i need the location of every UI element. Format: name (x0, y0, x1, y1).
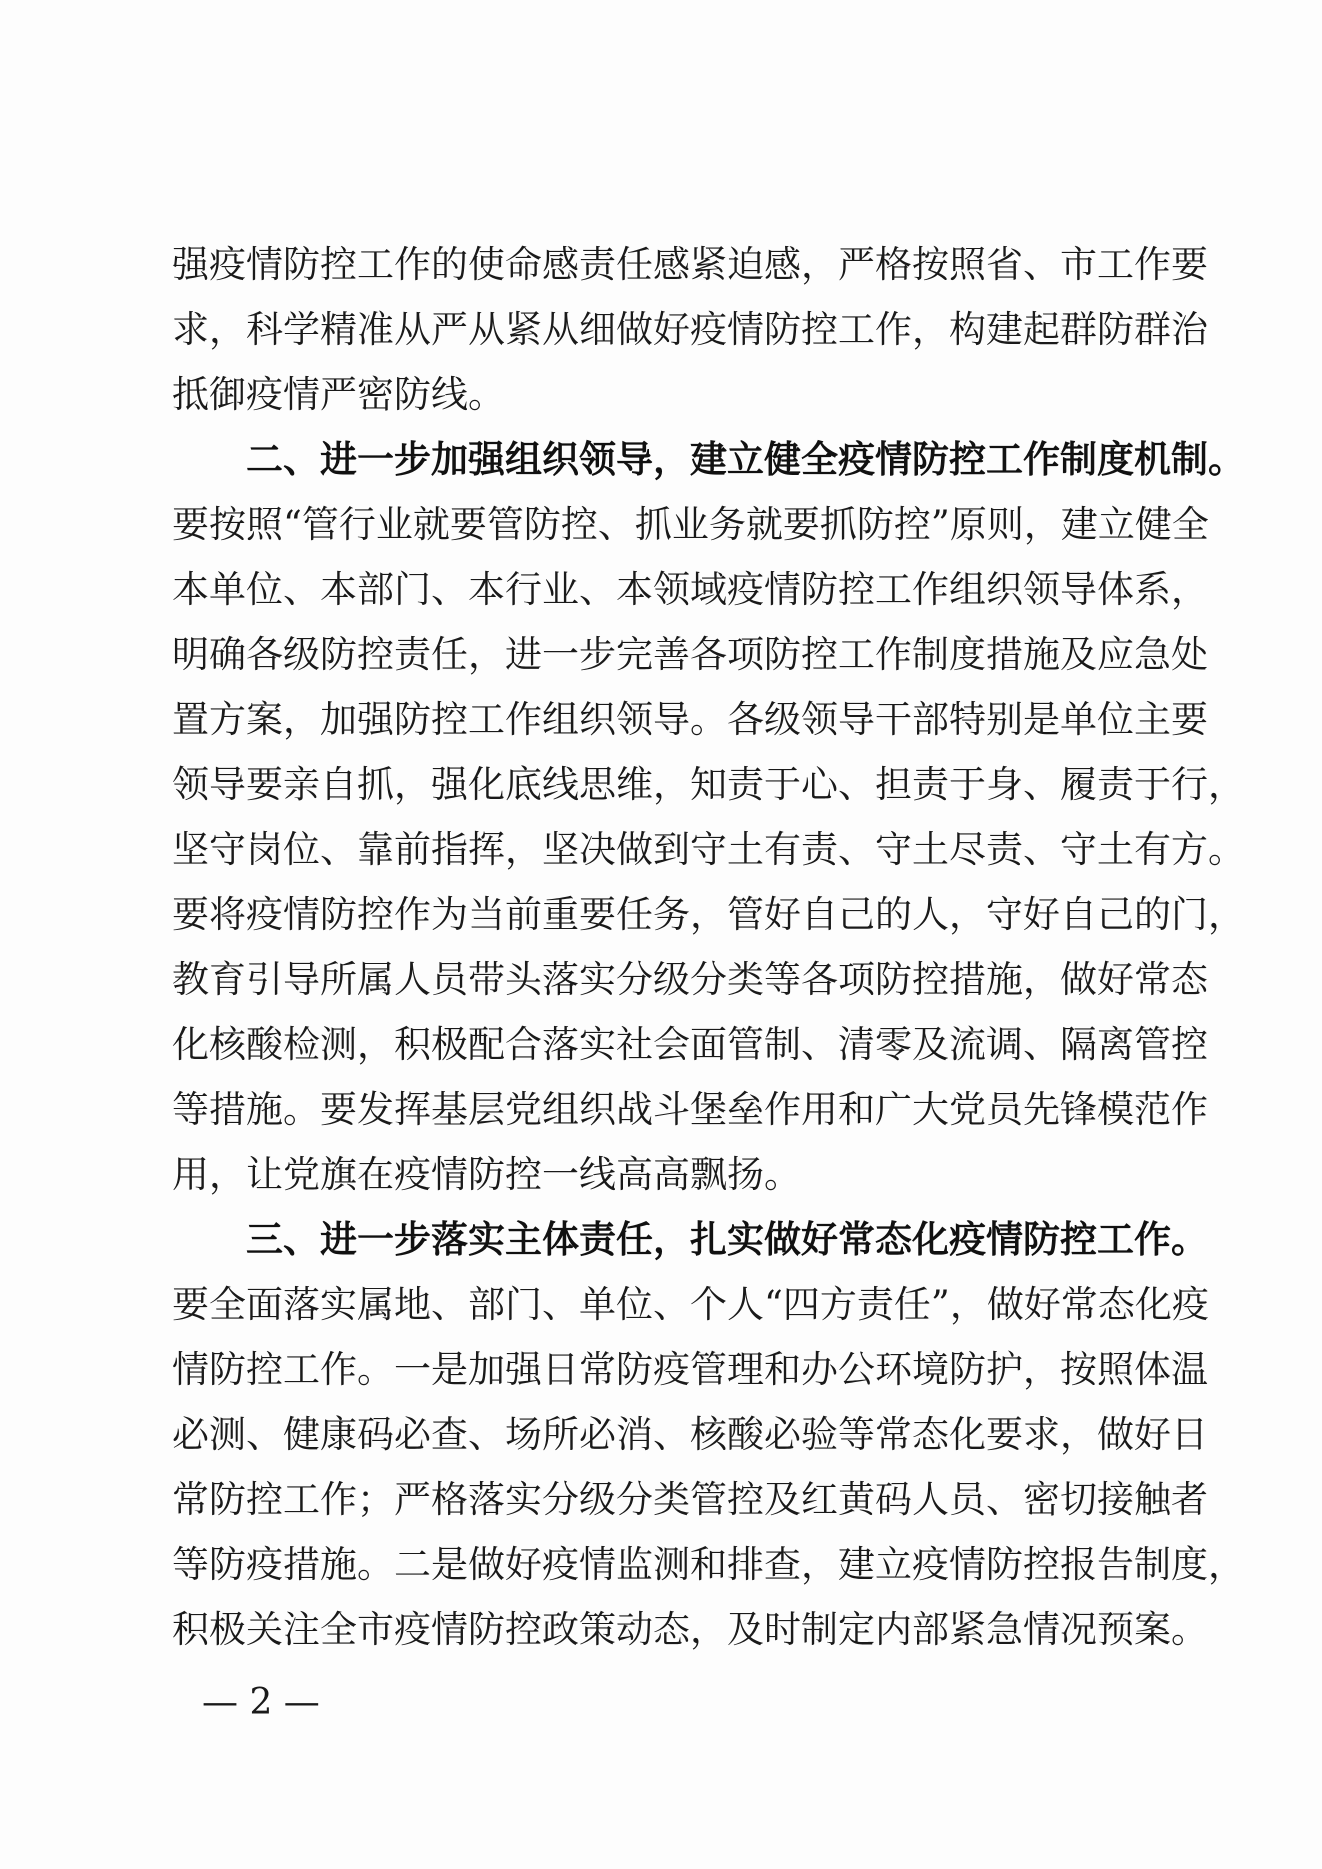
section-heading-2: 二、进一步加强组织领导，建立健全疫情防控工作制度机制。 (246, 438, 1245, 481)
text-line: 本单位、本部门、本行业、本领域疫情防控工作组织领导体系， (172, 568, 1208, 611)
section-heading-3: 三、进一步落实主体责任，扎实做好常态化疫情防控工作。 (246, 1218, 1208, 1261)
text-line: 要将疫情防控作为当前重要任务，管好自己的人，守好自己的门， (172, 893, 1245, 936)
text-line: 领导要亲自抓，强化底线思维，知责于心、担责于身、履责于行， (172, 763, 1245, 806)
text-line: 明确各级防控责任，进一步完善各项防控工作制度措施及应急处 (172, 633, 1208, 676)
page-number: — 2 — (202, 1682, 320, 1723)
text-line: 要全面落实属地、部门、单位、个人“四方责任”，做好常态化疫 (172, 1283, 1209, 1326)
text-line: 坚守岗位、靠前指挥，坚决做到守土有责、守土尽责、守土有方。 (172, 828, 1245, 871)
text-line: 等防疫措施。二是做好疫情监测和排查，建立疫情防控报告制度， (172, 1543, 1245, 1586)
text-line: 情防控工作。一是加强日常防疫管理和办公环境防护，按照体温 (172, 1348, 1208, 1391)
text-line: 强疫情防控工作的使命感责任感紧迫感，严格按照省、市工作要 (172, 243, 1208, 286)
text-line: 求，科学精准从严从紧从细做好疫情防控工作，构建起群防群治 (172, 308, 1208, 351)
text-line: 要按照“管行业就要管防控、抓业务就要抓防控”原则，建立健全 (172, 503, 1209, 546)
text-line: 化核酸检测，积极配合落实社会面管制、清零及流调、隔离管控 (172, 1023, 1208, 1066)
text-line: 教育引导所属人员带头落实分级分类等各项防控措施，做好常态 (172, 958, 1208, 1001)
text-line: 等措施。要发挥基层党组织战斗堡垒作用和广大党员先锋模范作 (172, 1088, 1208, 1131)
text-line: 用，让党旗在疫情防控一线高高飘扬。 (172, 1153, 801, 1196)
body-text (172, 232, 1245, 1662)
text-line: 常防控工作；严格落实分级分类管控及红黄码人员、密切接触者 (172, 1478, 1208, 1521)
text-line: 积极关注全市疫情防控政策动态，及时制定内部紧急情况预案。 (172, 1608, 1208, 1651)
text-line: 置方案，加强防控工作组织领导。各级领导干部特别是单位主要 (172, 698, 1208, 741)
text-line: 必测、健康码必查、场所必消、核酸必验等常态化要求，做好日 (172, 1413, 1208, 1456)
text-line: 抵御疫情严密防线。 (172, 373, 505, 416)
